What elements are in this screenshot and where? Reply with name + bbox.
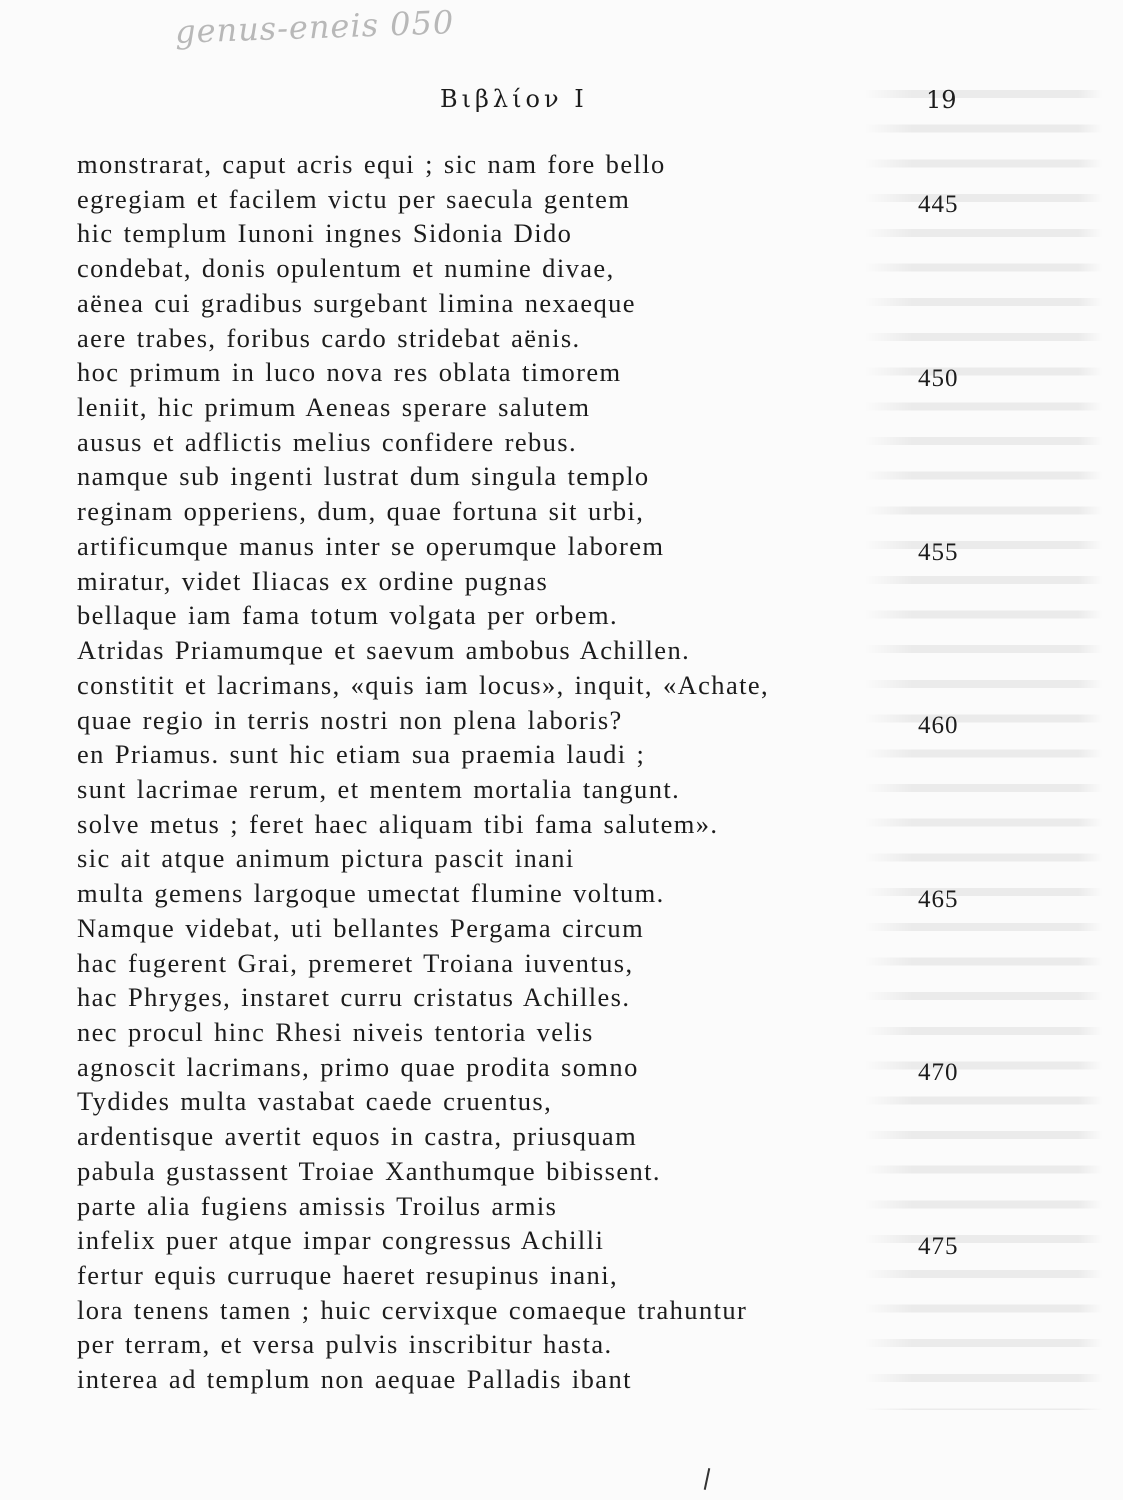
verse-line: condebat, donis opulentum et numine divae, [77, 253, 615, 284]
verse-line: constitit et lacrimans, «quis iam locus», inquit, «Achate, [77, 669, 770, 700]
verse-line: hoc primum in luco nova res oblata timorem [77, 357, 622, 388]
verse-line: Tydides multa vastabat caede cruentus, [77, 1086, 553, 1117]
line-number: 455 [918, 539, 959, 566]
verse-line: parte alia fugiens amissis Troilus armis [77, 1190, 558, 1221]
verse-line: infelix puer atque impar congressus Achilli [77, 1225, 605, 1256]
line-number: 450 [918, 365, 959, 392]
verse-line: miratur, videt Iliacas ex ordine pugnas [77, 565, 549, 596]
verse-line: aere trabes, foribus cardo stridebat aënis. [77, 322, 581, 353]
verse-line: pabula gustassent Troiae Xanthumque bibissent. [77, 1155, 661, 1186]
verse-line: nec procul hinc Rhesi niveis tentoria velis [77, 1016, 594, 1047]
verse-line: multa gemens largoque umectat flumine voltum. [77, 878, 665, 909]
verse-line: bellaque iam fama totum volgata per orbem. [77, 600, 619, 631]
line-number: 460 [918, 712, 959, 739]
verse-line: Namque videbat, uti bellantes Pergama circum [77, 912, 645, 943]
verse-line: Atridas Priamumque et saevum ambobus Achillen. [77, 635, 691, 666]
line-number: 475 [918, 1233, 959, 1260]
verse-line: ardentisque avertit equos in castra, priusquam [77, 1121, 638, 1152]
verse-line: agnoscit lacrimans, primo quae prodita somno [77, 1051, 639, 1082]
verse-line: namque sub ingenti lustrat dum singula templo [77, 461, 650, 492]
running-head: Βιβλίον I [440, 85, 588, 113]
verse-line: per terram, et versa pulvis inscribitur hasta. [77, 1329, 613, 1360]
verse-line: artificumque manus inter se operumque laborem [77, 530, 665, 561]
verse-line: ausus et adflictis melius confidere rebus. [77, 426, 578, 457]
pencil-mark [704, 1468, 711, 1490]
verse-line: lora tenens tamen ; huic cervixque comaeque trahuntur [77, 1294, 748, 1325]
line-number: 470 [918, 1059, 959, 1086]
verse-line: hac Phryges, instaret curru cristatus Achilles. [77, 982, 631, 1013]
verse-line: sic ait atque animum pictura pascit inani [77, 843, 575, 874]
handwritten-annotation: genus-eneis 050 [174, 3, 455, 51]
line-number: 465 [918, 886, 959, 913]
verse-line: hic templum Iunoni ingnes Sidonia Dido [77, 218, 573, 249]
verse-line: quae regio in terris nostri non plena laboris? [77, 704, 623, 735]
verse-line: egregiam et facilem victu per saecula gentem [77, 183, 631, 214]
page-number: 19 [926, 86, 957, 114]
verse-line: sunt lacrimae rerum, et mentem mortalia tangunt. [77, 773, 681, 804]
verse-line: en Priamus. sunt hic etiam sua praemia laudi ; [77, 739, 646, 770]
verse-line: leniit, hic primum Aeneas sperare salutem [77, 392, 591, 423]
verse-line: fertur equis curruque haeret resupinus inani, [77, 1260, 618, 1290]
verse-line: interea ad templum non aequae Palladis ibant [77, 1364, 632, 1395]
verse-line: monstrarat, caput acris equi ; sic nam fore bello [77, 149, 666, 179]
verse-block [77, 147, 907, 1397]
verse-line: hac fugerent Grai, premeret Troiana iuventus, [77, 947, 634, 978]
verse-line: solve metus ; feret haec aliquam tibi fama salutem». [77, 808, 719, 839]
verse-line: reginam opperiens, dum, quae fortuna sit urbi, [77, 496, 645, 527]
line-number: 445 [918, 191, 959, 218]
verse-line: aënea cui gradibus surgebant limina nexaeque [77, 287, 636, 318]
